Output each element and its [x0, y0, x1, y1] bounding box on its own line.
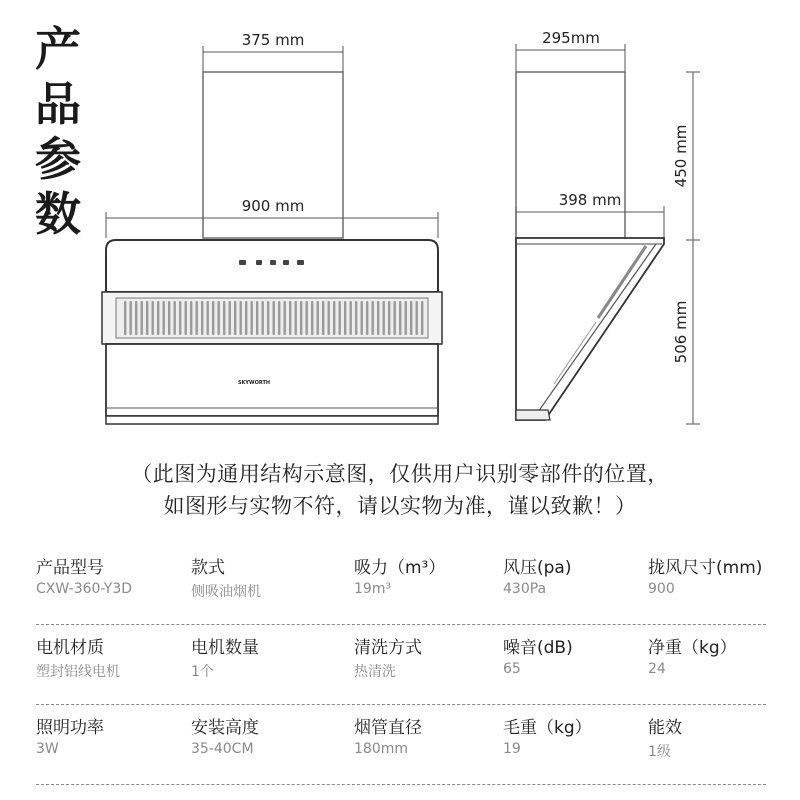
grille-slat	[256, 301, 258, 335]
grille-slat	[289, 301, 291, 335]
dim-side-bottom-label: 398 mm	[558, 191, 622, 209]
grille-slat	[146, 301, 148, 335]
spec-row	[36, 705, 766, 785]
spec-label: 清洗方式	[354, 638, 422, 658]
grille-slat	[196, 301, 198, 335]
disclaimer-line-2: 如图形与实物不符，请以实物为准，谨以致歉！）	[163, 494, 637, 518]
speed-low-button-icon	[256, 260, 262, 265]
spec-label: 电机材质	[36, 638, 104, 658]
grille-slat	[124, 301, 126, 335]
row-divider	[36, 784, 766, 785]
grille-slat	[328, 301, 330, 335]
grille-slat	[234, 301, 236, 335]
speed-high-button-icon	[270, 260, 276, 265]
grille-slat	[405, 301, 407, 335]
spec-value: 65	[503, 661, 521, 677]
spec-row	[36, 625, 766, 705]
spec-cell-net-weight	[648, 633, 798, 677]
spec-value: 热清洗	[354, 664, 396, 680]
grille-slat	[300, 301, 302, 335]
dim-side-top-label: 295mm	[542, 29, 600, 47]
title-char: 参	[35, 132, 81, 186]
spec-label: 风压(pa)	[503, 558, 572, 578]
grille-slat	[130, 301, 132, 335]
dim-top-width-label: 375 mm	[241, 31, 305, 49]
spec-cell-gross-weight	[503, 713, 653, 757]
grille-slat	[223, 301, 225, 335]
spec-value: 1个	[191, 664, 214, 680]
grille-slats	[124, 301, 423, 335]
grille-slat	[355, 301, 357, 335]
timer-button-icon	[283, 260, 289, 265]
grille-slat	[388, 301, 390, 335]
light-button-icon	[239, 260, 246, 265]
grille-slat	[306, 301, 308, 335]
spec-cell-motor-material	[36, 633, 186, 681]
spec-cell-install-height	[191, 713, 341, 757]
spec-cell-suction	[354, 553, 504, 597]
grille-slat	[361, 301, 363, 335]
grille-slat	[251, 301, 253, 335]
side-base	[516, 410, 550, 420]
front-body	[106, 240, 438, 292]
spec-cell-hood-size	[648, 553, 798, 597]
front-view	[102, 31, 442, 424]
spec-value: 19	[503, 741, 521, 757]
grille-slat	[322, 301, 324, 335]
spec-value: CXW-360-Y3D	[36, 581, 133, 597]
spec-label: 烟管直径	[354, 718, 422, 738]
spec-row	[36, 545, 766, 625]
side-view	[516, 29, 700, 424]
grille-slat	[190, 301, 192, 335]
title-char: 数	[35, 187, 81, 241]
grille-slat	[267, 301, 269, 335]
spec-cell-cleaning	[354, 633, 504, 681]
dim-upper-height-label: 450 mm	[672, 124, 690, 188]
spec-value: 1级	[648, 744, 671, 760]
grille-slat	[245, 301, 247, 335]
dim-side-top	[516, 44, 625, 72]
title-char: 品	[35, 77, 81, 131]
dim-top-width	[203, 46, 343, 72]
grille-slat	[229, 301, 231, 335]
grille-slat	[377, 301, 379, 335]
grille-slat	[179, 301, 181, 335]
brand-logo: SKYWORTH	[237, 380, 271, 386]
front-lower-panel	[106, 344, 438, 416]
grille-slat	[366, 301, 368, 335]
spec-value: 24	[648, 661, 666, 677]
grille-slat	[333, 301, 335, 335]
grille-slat	[399, 301, 401, 335]
grille-slat	[185, 301, 187, 335]
grille-slat	[152, 301, 154, 335]
dim-body-width-label: 900 mm	[241, 197, 305, 215]
spec-label: 安装高度	[191, 718, 259, 738]
grille-slat	[394, 301, 396, 335]
power-button-icon	[297, 260, 304, 265]
spec-cell-duct-diameter	[354, 713, 504, 757]
spec-label: 净重（kg）	[648, 638, 737, 658]
grille-slat	[311, 301, 313, 335]
spec-cell-noise	[503, 633, 653, 677]
spec-cell-air-pressure	[503, 553, 653, 597]
grille-slat	[157, 301, 159, 335]
spec-value: 3W	[36, 741, 59, 757]
grille-slat	[372, 301, 374, 335]
grille-slat	[317, 301, 319, 335]
grille-slat	[163, 301, 165, 335]
spec-value: 35-40CM	[191, 741, 254, 757]
grille-slat	[416, 301, 418, 335]
side-body	[516, 238, 664, 420]
spec-value: 塑封铝线电机	[36, 664, 120, 680]
title-char: 产	[35, 22, 81, 76]
grille-slat	[350, 301, 352, 335]
spec-cell-motor-count	[191, 633, 341, 681]
grille-slat	[278, 301, 280, 335]
spec-label: 毛重（kg）	[503, 718, 592, 738]
grille-slat	[207, 301, 209, 335]
front-base-strip	[106, 416, 438, 424]
dim-lower-height-label: 506 mm	[672, 300, 690, 364]
spec-value: 180mm	[354, 741, 408, 757]
spec-label: 拢风尺寸(mm)	[648, 558, 763, 578]
spec-label: 产品型号	[36, 558, 104, 578]
spec-value: 侧吸油烟机	[191, 584, 261, 600]
spec-cell-style	[191, 553, 341, 601]
grille-slat	[174, 301, 176, 335]
grille-slat	[212, 301, 214, 335]
spec-cell-light-power	[36, 713, 186, 757]
spec-cell-model	[36, 553, 186, 597]
grille-slat	[262, 301, 264, 335]
spec-label: 款式	[191, 558, 225, 578]
spec-label: 电机数量	[191, 638, 259, 658]
grille-slat	[410, 301, 412, 335]
spec-table	[36, 545, 766, 785]
spec-label: 噪音(dB)	[503, 638, 573, 658]
grille-slat	[240, 301, 242, 335]
grille-slat	[284, 301, 286, 335]
grille-slat	[141, 301, 143, 335]
spec-cell-energy-rating	[648, 713, 798, 761]
grille-slat	[344, 301, 346, 335]
grille-slat	[201, 301, 203, 335]
grille-slat	[135, 301, 137, 335]
grille-slat	[383, 301, 385, 335]
spec-value: 19m³	[354, 581, 392, 597]
grille-slat	[273, 301, 275, 335]
spec-label: 照明功率	[36, 718, 104, 738]
spec-label: 能效	[648, 718, 682, 738]
side-chimney	[516, 72, 625, 238]
spec-label: 吸力（m³）	[354, 558, 446, 578]
grille-slat	[421, 301, 423, 335]
disclaimer-line-1: （此图为通用结构示意图，仅供用户识别零部件的位置，	[131, 462, 669, 486]
grille-slat	[168, 301, 170, 335]
grille-slat	[339, 301, 341, 335]
grille-slat	[218, 301, 220, 335]
spec-value: 900	[648, 581, 675, 597]
grille-slat	[295, 301, 297, 335]
spec-value: 430Pa	[503, 581, 547, 597]
